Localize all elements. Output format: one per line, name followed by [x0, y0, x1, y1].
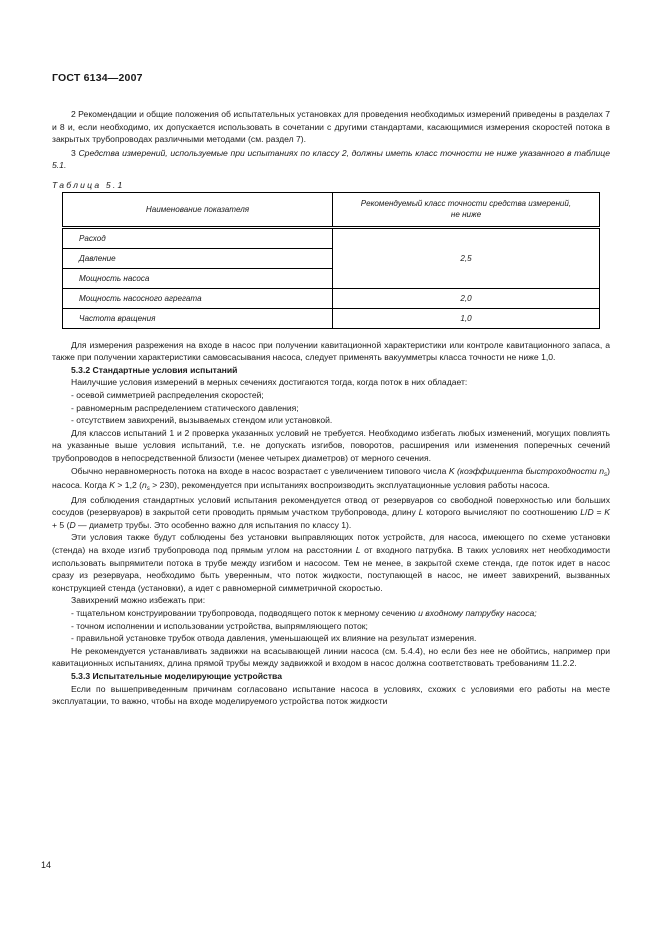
paragraph-test-classes: Для классов испытаний 1 и 2 проверка указанных условий не требуется. Необходимо избегать любых изменений, могущих повлиять на указанные выше условия испытаний, т.е. не допускать изгибов, поворотов, расширения или изменения поперечных сечений трубопроводов в непосредственной близости (менее четырех диаметров) от мерного сечения. [52, 427, 610, 463]
subscript-s: s [146, 485, 150, 493]
formula-equals: = [593, 507, 605, 518]
table-cell-name: Мощность насосного агрегата [63, 288, 333, 308]
formula-variable-d: D [587, 507, 594, 518]
table-cell-value: 1,0 [333, 308, 600, 328]
text-run: Обычно неравномерность потока на входе в насос возрастает с увеличением типового числа [71, 465, 449, 476]
note-3-text: Средства измерений, используемые при испытаниях по классу 2, должны иметь класс точности не ниже указанного в таблице 5.1. [52, 147, 610, 171]
bullet-careful-pipe-design [52, 607, 610, 620]
text-run-italic: (коэффициента быстроходности [454, 465, 600, 476]
variable-l: L [418, 507, 424, 518]
text-run: Для соблюдения стандартных условий испытания рекомендуется отвод от резервуаров со свободной поверхностью или больших сосудов (резервуаров) в закрытой сети проводить прямым участком трубопровода, длину [52, 494, 610, 518]
text-run: - тщательном конструировании трубопровода, подводящего поток к мерному сечению [71, 608, 419, 619]
measurement-accuracy-table [62, 192, 600, 329]
standard-number-header: ГОСТ 6134—2007 [52, 72, 143, 84]
table-header-name: Наименование показателя [63, 192, 333, 227]
heading-5-3-2: 5.3.2 Стандартные условия испытаний [71, 364, 238, 375]
table-header-accuracy-line1: Рекомендуемый класс точности средства измерений, [360, 198, 572, 208]
table-cell-name: Частота вращения [63, 308, 333, 328]
table-block [52, 179, 610, 329]
paragraph-flow-nonuniformity [52, 465, 610, 494]
table-cell-value: 2,0 [333, 288, 600, 308]
paragraph-vacuum-gauges: Для измерения разрежения на входе в насос при получении кавитационной характеристики или контроле кавитационного запаса, а также при получении характеристики самовсасывания насоса, следует применять вакуумметры класса точности не ниже 1,0. [52, 339, 610, 363]
variable-ns: n [599, 465, 605, 476]
variable-l: L [355, 545, 361, 556]
table-header-accuracy-class [333, 192, 600, 227]
paragraph-model-devices: Если по вышеприведенным причинам согласовано испытание насоса в условиях, схожих с условиями его работы на месте эксплуатации, то важно, чтобы на входе моделируемого устройства поток жидкости [52, 683, 610, 707]
table-cell-name: Мощность насоса [63, 268, 333, 288]
bullet-no-swirl: - отсутствием завихрений, вызываемых стендом или установкой. [71, 415, 333, 426]
subscript-s: s [604, 470, 608, 478]
formula-variable-l: L [580, 507, 586, 518]
bullet-axial-symmetry: - осевой симметрией распределения скоростей; [71, 389, 264, 400]
table-cell-name: Давление [63, 248, 333, 268]
paragraph-swirl-avoidance: Завихрений можно избежать при: [71, 595, 206, 606]
note-3-number: 3 [71, 147, 79, 158]
table-row [63, 308, 600, 328]
text-run: — диаметр трубы. Это особенно важно для испытания по классу 1). [75, 519, 352, 530]
paragraph-suction-valves: Не рекомендуется устанавливать задвижки на всасывающей линии насоса (см. 5.4.4), но если без нее не обойтись, например при кавитационных испытаниях, длина прямой трубы между задвижкой и входом в насос должна соответствовать требованиям 11.2.2. [52, 645, 610, 669]
document-body [52, 108, 610, 708]
table-cell-value-merged: 2,5 [333, 227, 600, 288]
paragraph-best-conditions: Наилучшие условия измерений в мерных сечениях достигаются тогда, когда поток в них обладает: [71, 377, 468, 388]
formula-variable-d: D [69, 519, 76, 530]
formula-plus-five: + 5 ( [52, 519, 70, 530]
paragraph-standard-conditions [52, 494, 610, 532]
page-number: 14 [41, 860, 52, 870]
text-run: ) насоса. Когда [52, 465, 610, 491]
text-run: которого вычисляют по соотношению [423, 507, 581, 518]
bullet-uniform-static-pressure: - равномерным распределением статического давления; [71, 402, 299, 413]
table-row [63, 227, 600, 248]
formula-slash: / [585, 507, 588, 518]
text-run: > 230), рекомендуется при испытаниях воспроизводить эксплуатационные условия работы насоса. [149, 480, 550, 491]
bullet-pressure-taps: - правильной установке трубок отвода давления, уменьшающей их влияние на результат измерения. [71, 633, 477, 644]
variable-k: K [109, 480, 115, 491]
text-run: от входного патрубка. В таких условиях нет необходимости использовать выпрямители потока в трубе между изгибом и насосом. Тем не менее, в закрытой схеме стенда, где поток идет в насос сразу из резервуара, необходимо быть уверенным, что поток жидкости, поступающей в насос, не имеет завихрений, вызванных конструкцией стенда (установки), а идет с равномерной симметричной скоростью. [52, 545, 610, 593]
table-header-accuracy-line2: не ниже [450, 210, 482, 220]
variable-ns: n [142, 480, 147, 491]
heading-5-3-3: 5.3.3 Испытательные моделирующие устройства [71, 671, 282, 681]
formula-variable-k: K [604, 507, 611, 518]
variable-k: K [448, 465, 455, 476]
note-3-paragraph [52, 147, 610, 172]
text-run-italic: и входному патрубку насоса; [418, 608, 537, 619]
text-run: Эти условия также будут соблюдены без установки выправляющих поток устройств, для насоса, имеющего по схеме установки (стенда) на входе изгиб трубопровода под прямым углом на расстоянии [52, 532, 610, 556]
note-2-paragraph: 2 Рекомендации и общие положения об испытательных установках для проведения необходимых измерений приведены в разделах 7 и 8 и, если необходимо, их допускается использовать в сочетании с другими стандартами, касающимися измерения скоростей потока в закрытых трубопроводах различными методами (см. раздел 7). [52, 109, 610, 145]
table-header-row [63, 192, 600, 227]
table-caption: Таблица 5.1 [52, 179, 125, 190]
paragraph-elbow-conditions [52, 531, 610, 594]
table-cell-name: Расход [63, 227, 333, 248]
table-row [63, 288, 600, 308]
text-run: > 1,2 ( [115, 480, 142, 491]
bullet-flow-straightener: - точном исполнении и использовании устройства, выпрямляющего поток; [71, 620, 368, 631]
